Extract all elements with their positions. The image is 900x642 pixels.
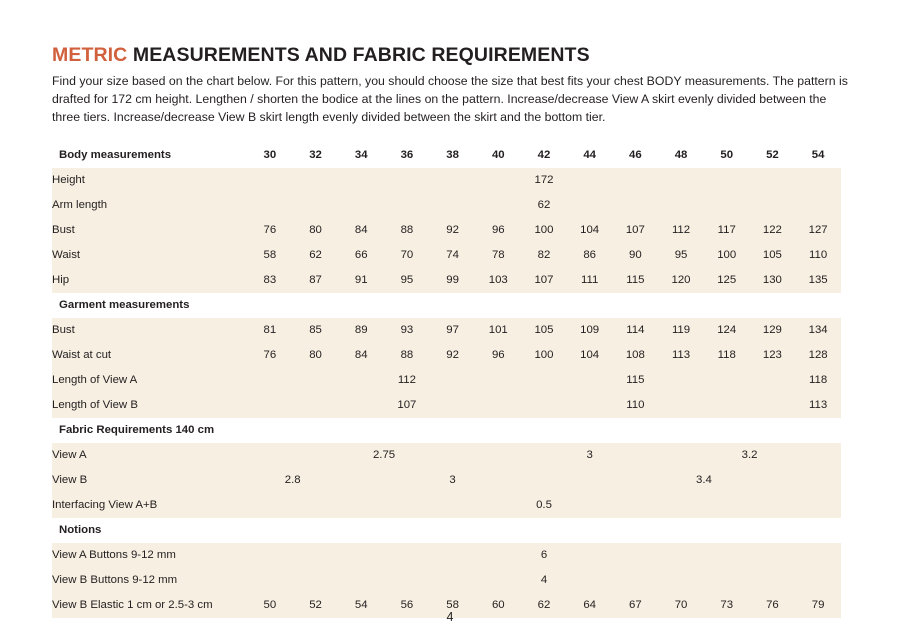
row-label: Length of View A bbox=[52, 368, 247, 393]
table-cell bbox=[247, 293, 293, 318]
table-cell: 73 bbox=[704, 593, 750, 618]
table-cell: 119 bbox=[658, 318, 704, 343]
table-cell bbox=[567, 418, 613, 443]
table-cell: 99 bbox=[430, 268, 476, 293]
table-row bbox=[52, 318, 841, 343]
row-label: Waist at cut bbox=[52, 343, 247, 368]
table-cell bbox=[338, 518, 384, 543]
table-cell: 92 bbox=[430, 343, 476, 368]
table-cell bbox=[795, 418, 841, 443]
table-cell: 80 bbox=[293, 218, 339, 243]
size-column-header: 42 bbox=[521, 143, 567, 168]
size-column-header: 38 bbox=[430, 143, 476, 168]
table-cell bbox=[338, 393, 384, 418]
table-cell bbox=[658, 368, 704, 393]
row-label: View A Buttons 9-12 mm bbox=[52, 543, 247, 568]
table-cell bbox=[750, 418, 796, 443]
size-column-header: 54 bbox=[795, 143, 841, 168]
page-number: 4 bbox=[446, 610, 454, 624]
table-cell bbox=[658, 293, 704, 318]
table-cell: 122 bbox=[750, 218, 796, 243]
size-column-header: 48 bbox=[658, 143, 704, 168]
row-label: View B Elastic 1 cm or 2.5-3 cm bbox=[52, 593, 247, 618]
table-cell bbox=[430, 368, 476, 393]
row-label: Body measurements bbox=[52, 143, 247, 168]
table-cell: 82 bbox=[521, 243, 567, 268]
size-column-header: 32 bbox=[293, 143, 339, 168]
table-cell: 107 bbox=[613, 218, 659, 243]
table-row bbox=[52, 343, 841, 368]
table-cell bbox=[475, 418, 521, 443]
size-column-header: 36 bbox=[384, 143, 430, 168]
table-cell bbox=[704, 418, 750, 443]
table-cell: 83 bbox=[247, 268, 293, 293]
table-cell: 118 bbox=[704, 343, 750, 368]
table-cell bbox=[658, 418, 704, 443]
table-cell bbox=[384, 418, 430, 443]
table-cell: 130 bbox=[750, 268, 796, 293]
table-cell bbox=[613, 518, 659, 543]
table-cell bbox=[293, 393, 339, 418]
table-cell bbox=[704, 293, 750, 318]
table-cell: 118 bbox=[795, 368, 841, 393]
table-cell: 109 bbox=[567, 318, 613, 343]
row-span-value: 172 bbox=[247, 168, 841, 193]
row-label: Fabric Requirements 140 cm bbox=[52, 418, 247, 443]
table-cell: 112 bbox=[658, 218, 704, 243]
table-cell: 62 bbox=[521, 593, 567, 618]
row-label: View A bbox=[52, 443, 247, 468]
table-cell: 60 bbox=[475, 593, 521, 618]
table-cell: 84 bbox=[338, 218, 384, 243]
row-span-value: 6 bbox=[247, 543, 841, 568]
table-cell bbox=[247, 368, 293, 393]
table-cell: 123 bbox=[750, 343, 796, 368]
table-cell bbox=[567, 393, 613, 418]
row-label: Interfacing View A+B bbox=[52, 493, 247, 518]
table-cell: 114 bbox=[613, 318, 659, 343]
table-cell bbox=[795, 518, 841, 543]
table-row bbox=[52, 143, 841, 168]
table-cell: 76 bbox=[247, 343, 293, 368]
row-label: Arm length bbox=[52, 193, 247, 218]
row-label: Bust bbox=[52, 218, 247, 243]
table-cell bbox=[293, 418, 339, 443]
table-cell: 62 bbox=[293, 243, 339, 268]
table-cell bbox=[613, 293, 659, 318]
table-cell bbox=[338, 418, 384, 443]
table-cell bbox=[704, 368, 750, 393]
table-cell: 93 bbox=[384, 318, 430, 343]
table-cell: 115 bbox=[613, 368, 659, 393]
size-chart-table bbox=[52, 143, 841, 618]
table-cell: 91 bbox=[338, 268, 384, 293]
table-cell bbox=[430, 518, 476, 543]
table-cell bbox=[384, 518, 430, 543]
row-label: Notions bbox=[52, 518, 247, 543]
size-column-header: 34 bbox=[338, 143, 384, 168]
table-cell: 128 bbox=[795, 343, 841, 368]
table-cell: 112 bbox=[384, 368, 430, 393]
table-row bbox=[52, 393, 841, 418]
row-label: Length of View B bbox=[52, 393, 247, 418]
table-cell bbox=[247, 393, 293, 418]
table-row bbox=[52, 443, 841, 468]
row-group-value: 2.8 bbox=[247, 468, 338, 493]
size-column-header: 30 bbox=[247, 143, 293, 168]
row-label: Hip bbox=[52, 268, 247, 293]
table-cell bbox=[521, 518, 567, 543]
table-cell: 96 bbox=[475, 343, 521, 368]
table-row bbox=[52, 293, 841, 318]
table-row bbox=[52, 518, 841, 543]
table-row bbox=[52, 493, 841, 518]
intro-paragraph: Find your size based on the chart below. For this pattern, you should choose the size that best fits your chest BODY measurements. The pattern is drafted for 172 cm height. Lengthen / shorten the bodice at the lines on the pattern. Increase/decrease View A skirt evenly divided between the three tiers. Increase/decrease View B skirt length evenly divided between the skirt and the bottom tier. bbox=[52, 74, 848, 125]
table-row bbox=[52, 568, 841, 593]
table-cell bbox=[704, 518, 750, 543]
table-cell: 107 bbox=[384, 393, 430, 418]
table-cell: 135 bbox=[795, 268, 841, 293]
row-span-value: 0.5 bbox=[247, 493, 841, 518]
row-group-value: 3.2 bbox=[658, 443, 841, 468]
table-cell bbox=[704, 393, 750, 418]
table-cell: 76 bbox=[247, 218, 293, 243]
table-row bbox=[52, 468, 841, 493]
table-cell: 76 bbox=[750, 593, 796, 618]
table-cell: 92 bbox=[430, 218, 476, 243]
table-cell: 110 bbox=[613, 393, 659, 418]
table-cell: 54 bbox=[338, 593, 384, 618]
title-metric: METRIC bbox=[52, 44, 128, 66]
table-cell: 101 bbox=[475, 318, 521, 343]
table-cell: 104 bbox=[567, 218, 613, 243]
row-label: Bust bbox=[52, 318, 247, 343]
table-cell: 103 bbox=[475, 268, 521, 293]
table-cell: 58 bbox=[247, 243, 293, 268]
table-cell bbox=[430, 393, 476, 418]
table-cell: 115 bbox=[613, 268, 659, 293]
table-cell: 85 bbox=[293, 318, 339, 343]
table-cell: 67 bbox=[613, 593, 659, 618]
table-cell: 52 bbox=[293, 593, 339, 618]
table-cell bbox=[247, 418, 293, 443]
table-row bbox=[52, 243, 841, 268]
row-label: Garment measurements bbox=[52, 293, 247, 318]
table-cell bbox=[658, 518, 704, 543]
table-row bbox=[52, 418, 841, 443]
table-cell bbox=[521, 393, 567, 418]
table-cell: 96 bbox=[475, 218, 521, 243]
table-cell: 95 bbox=[384, 268, 430, 293]
row-label: Height bbox=[52, 168, 247, 193]
table-cell: 50 bbox=[247, 593, 293, 618]
table-cell: 88 bbox=[384, 218, 430, 243]
table-cell: 120 bbox=[658, 268, 704, 293]
table-cell bbox=[293, 368, 339, 393]
table-cell bbox=[475, 518, 521, 543]
table-cell: 110 bbox=[795, 243, 841, 268]
row-span-value: 4 bbox=[247, 568, 841, 593]
table-cell bbox=[567, 368, 613, 393]
table-cell: 84 bbox=[338, 343, 384, 368]
table-cell: 86 bbox=[567, 243, 613, 268]
table-cell bbox=[750, 368, 796, 393]
table-cell: 80 bbox=[293, 343, 339, 368]
table-cell bbox=[338, 293, 384, 318]
table-cell bbox=[795, 293, 841, 318]
size-column-header: 46 bbox=[613, 143, 659, 168]
table-cell: 78 bbox=[475, 243, 521, 268]
table-row bbox=[52, 368, 841, 393]
table-cell: 113 bbox=[795, 393, 841, 418]
size-chart-body bbox=[52, 143, 841, 618]
table-row bbox=[52, 218, 841, 243]
table-cell: 90 bbox=[613, 243, 659, 268]
table-cell bbox=[613, 418, 659, 443]
table-cell bbox=[567, 518, 613, 543]
row-group-value: 3 bbox=[338, 468, 566, 493]
table-cell: 70 bbox=[384, 243, 430, 268]
table-cell bbox=[247, 518, 293, 543]
table-cell bbox=[293, 518, 339, 543]
table-cell: 58 bbox=[430, 593, 476, 618]
table-cell: 87 bbox=[293, 268, 339, 293]
page-title bbox=[52, 44, 848, 67]
row-span-value: 62 bbox=[247, 193, 841, 218]
size-column-header: 50 bbox=[704, 143, 750, 168]
table-cell: 97 bbox=[430, 318, 476, 343]
table-cell: 111 bbox=[567, 268, 613, 293]
table-cell: 74 bbox=[430, 243, 476, 268]
table-cell bbox=[658, 393, 704, 418]
row-label: View B Buttons 9-12 mm bbox=[52, 568, 247, 593]
row-group-value: 3.4 bbox=[567, 468, 841, 493]
row-label: View B bbox=[52, 468, 247, 493]
table-cell: 113 bbox=[658, 343, 704, 368]
table-cell bbox=[293, 293, 339, 318]
table-cell: 105 bbox=[750, 243, 796, 268]
table-cell: 127 bbox=[795, 218, 841, 243]
row-group-value: 3 bbox=[521, 443, 658, 468]
table-cell: 105 bbox=[521, 318, 567, 343]
table-cell bbox=[430, 293, 476, 318]
table-row bbox=[52, 268, 841, 293]
table-cell: 100 bbox=[704, 243, 750, 268]
size-column-header: 40 bbox=[475, 143, 521, 168]
table-cell: 79 bbox=[795, 593, 841, 618]
table-cell bbox=[521, 418, 567, 443]
size-column-header: 44 bbox=[567, 143, 613, 168]
table-cell bbox=[750, 293, 796, 318]
table-cell: 56 bbox=[384, 593, 430, 618]
table-cell: 134 bbox=[795, 318, 841, 343]
table-cell: 81 bbox=[247, 318, 293, 343]
table-cell bbox=[430, 418, 476, 443]
table-cell: 125 bbox=[704, 268, 750, 293]
table-cell bbox=[750, 393, 796, 418]
table-cell: 108 bbox=[613, 343, 659, 368]
table-cell: 66 bbox=[338, 243, 384, 268]
table-cell: 104 bbox=[567, 343, 613, 368]
table-cell: 64 bbox=[567, 593, 613, 618]
table-cell: 89 bbox=[338, 318, 384, 343]
table-cell bbox=[475, 368, 521, 393]
table-row bbox=[52, 193, 841, 218]
table-cell: 124 bbox=[704, 318, 750, 343]
table-row bbox=[52, 168, 841, 193]
row-group-value: 2.75 bbox=[247, 443, 521, 468]
table-cell: 88 bbox=[384, 343, 430, 368]
table-cell bbox=[567, 293, 613, 318]
table-cell bbox=[338, 368, 384, 393]
size-column-header: 52 bbox=[750, 143, 796, 168]
table-cell bbox=[384, 293, 430, 318]
table-row bbox=[52, 543, 841, 568]
table-cell bbox=[521, 368, 567, 393]
table-cell: 117 bbox=[704, 218, 750, 243]
table-cell: 100 bbox=[521, 218, 567, 243]
table-cell bbox=[521, 293, 567, 318]
table-cell: 129 bbox=[750, 318, 796, 343]
table-cell: 95 bbox=[658, 243, 704, 268]
table-cell bbox=[475, 293, 521, 318]
table-cell: 107 bbox=[521, 268, 567, 293]
title-rest: MEASUREMENTS AND FABRIC REQUIREMENTS bbox=[127, 44, 590, 66]
table-cell: 100 bbox=[521, 343, 567, 368]
table-cell bbox=[475, 393, 521, 418]
table-cell bbox=[750, 518, 796, 543]
table-cell: 70 bbox=[658, 593, 704, 618]
row-label: Waist bbox=[52, 243, 247, 268]
